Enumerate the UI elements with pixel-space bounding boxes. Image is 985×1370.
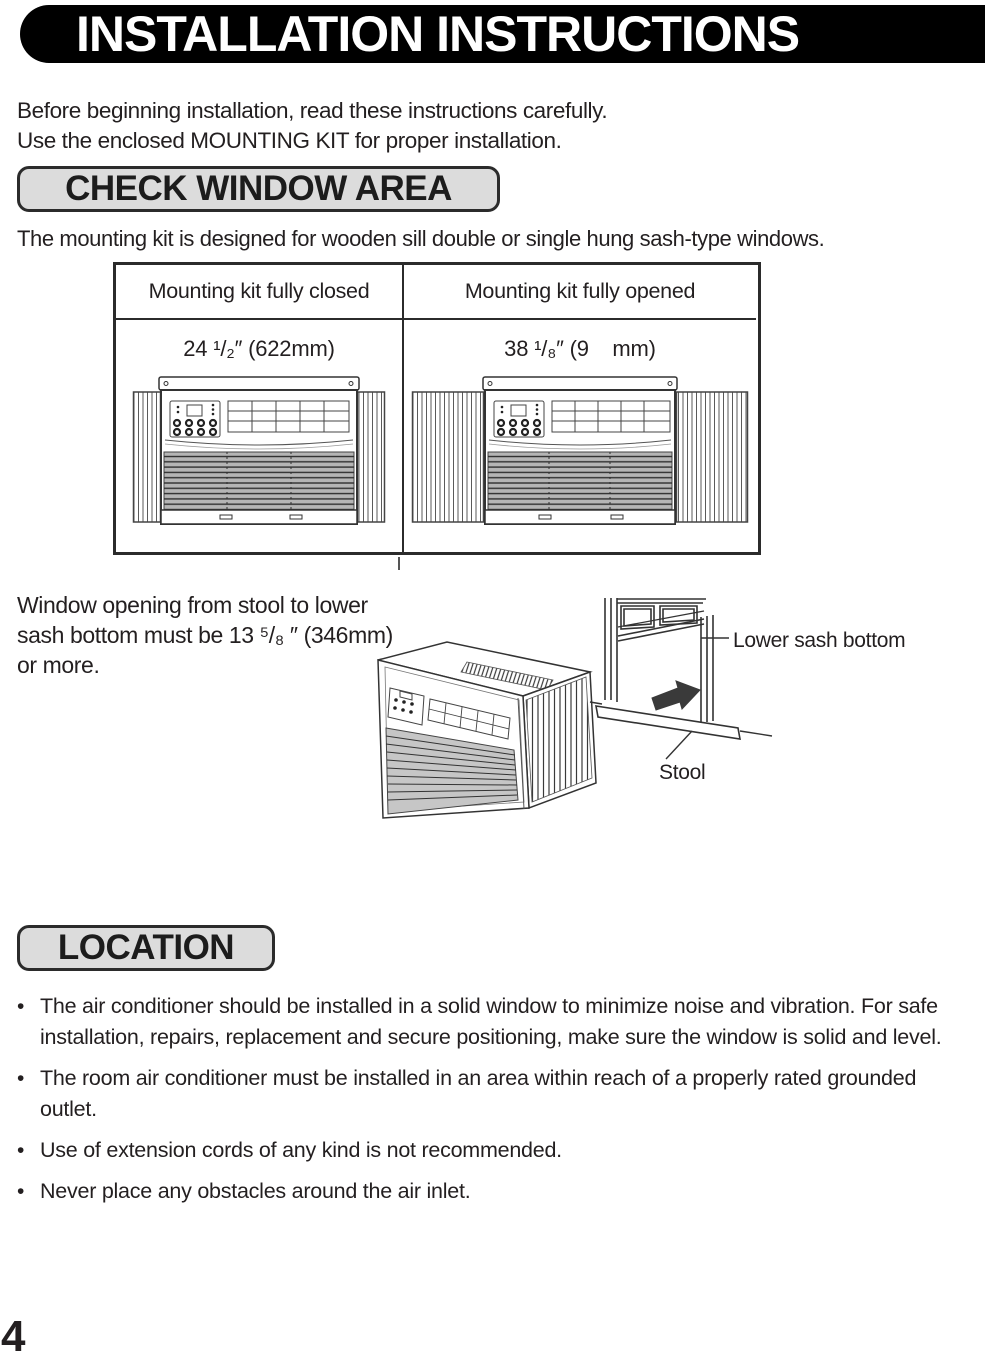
note-line: sash bottom must be 13 ⁵/₈ ″ (346mm)	[17, 622, 393, 648]
location-bullet-list	[17, 991, 967, 1217]
note-line: or more.	[17, 652, 100, 678]
ac-front-closed-figure	[132, 376, 386, 533]
intro-line: Before beginning installation, read these instructions carefully.	[17, 98, 608, 123]
measurement-value: 24 ¹/₂″ (622mm)	[183, 336, 335, 361]
section-heading-location	[17, 925, 275, 971]
ac-unit-open-drawing	[411, 376, 749, 533]
header-banner	[20, 5, 985, 63]
intro-line: Use the enclosed MOUNTING KIT for proper installation.	[17, 128, 562, 153]
table-header-cell: Mounting kit fully closed	[116, 265, 404, 320]
table-divider-tail	[398, 557, 400, 570]
ac-unit-closed-drawing	[132, 376, 386, 533]
installation-scene-figure	[360, 578, 985, 835]
installation-scene-drawing	[360, 578, 985, 835]
bullet-item	[17, 1063, 967, 1125]
bullet-text: Use of extension cords of any kind is not recommended.	[40, 1138, 562, 1162]
section-heading-check-window-area	[17, 166, 500, 212]
bullet-text: The room air conditioner must be installed in an area within reach of a properly rated grounded outlet.	[40, 1066, 917, 1121]
bullet-text: Never place any obstacles around the air inlet.	[40, 1179, 471, 1203]
bullet-item	[17, 1176, 967, 1207]
bullet-text: The air conditioner should be installed in a solid window to minimize noise and vibration. For safe installation, repairs, replacement and secure positioning, make sure the window is solid and level.	[40, 994, 942, 1049]
right-curtain	[358, 392, 385, 522]
bullet-marker: •	[17, 995, 25, 1018]
bullet-item	[17, 991, 967, 1053]
label-stool: Stool	[659, 761, 706, 784]
mounting-kit-spec-table	[113, 262, 761, 555]
mounting-kit-description: The mounting kit is designed for wooden sill double or single hung sash-type windows.	[17, 226, 825, 251]
direction-arrow-icon	[652, 681, 700, 710]
intro-text	[17, 96, 607, 156]
vent-grille	[552, 401, 670, 432]
bullet-marker: •	[17, 1139, 25, 1162]
left-curtain	[413, 392, 484, 522]
bullet-marker: •	[17, 1180, 25, 1203]
ac-front-open-figure	[411, 376, 749, 533]
ac-unit-3d-drawing	[378, 642, 596, 818]
page-number: 4	[1, 1312, 26, 1361]
section-heading-label: LOCATION	[57, 928, 235, 967]
window-sketch-drawing	[590, 598, 772, 759]
table-header-cell: Mounting kit fully opened	[404, 265, 756, 320]
left-curtain	[134, 392, 161, 522]
note-line: Window opening from stool to lower	[17, 592, 368, 618]
right-curtain	[677, 392, 748, 522]
label-lower-sash-bottom: Lower sash bottom	[733, 629, 906, 652]
bullet-item	[17, 1135, 967, 1166]
table-cell-opened	[404, 320, 756, 552]
vent-grille	[228, 401, 349, 432]
measurement-value: 38 ¹/₈″ (9 mm)	[504, 336, 656, 361]
bullet-marker: •	[17, 1067, 25, 1090]
table-cell-closed	[116, 320, 404, 552]
section-heading-label: CHECK WINDOW AREA	[65, 169, 452, 208]
page-title: INSTALLATION INSTRUCTIONS	[76, 6, 800, 62]
window-opening-note	[17, 590, 393, 680]
